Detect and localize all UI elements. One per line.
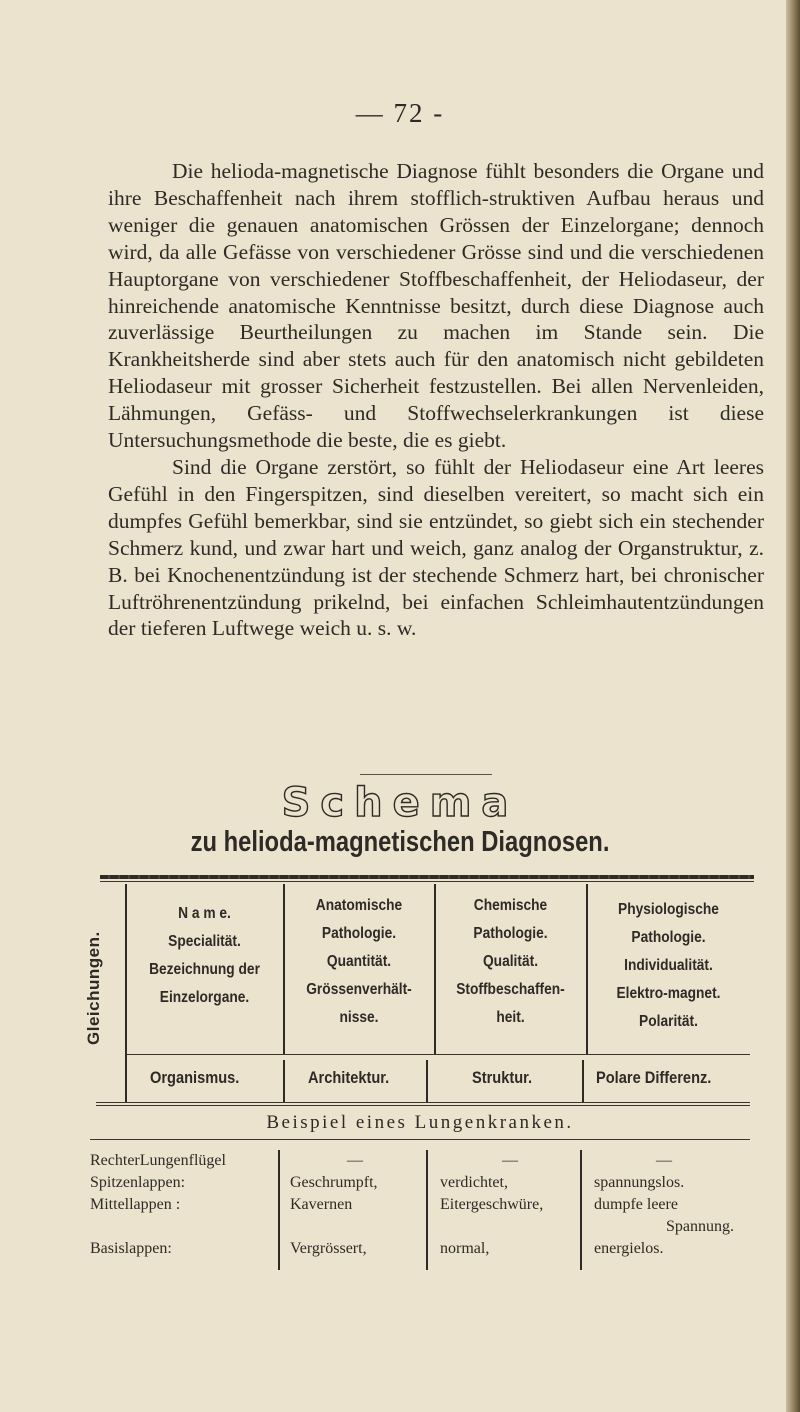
schema-column-chemical: Chemische Pathologie. Qualität. Stoffbeschaffen- heit.	[456, 897, 565, 1026]
paragraph-2: Sind die Organe zerstört, so fühlt der Heliodaseur eine Art leeres Gefühl in den Fingerspitzen, sind dieselben vereitert, so macht sich ein dumpfes Gefühl bemerkbar, sind sie entzündet, so giebt sich ein stechender Schmerz kund, und zwar hart und weich, ganz analog der Organstruktur, z. B. bei Knochenentzündung ist der stechende Schmerz hart, bei chronischer Luftröhrenentzündung prikelnd, bei einfachen Schleimhautentzündungen der tieferen Luftwege weich u. s. w.	[108, 454, 764, 641]
schema-subtitle: zu helioda-magnetischen Diagnosen.	[190, 826, 610, 858]
list-item: Spitzenlappen:	[90, 1174, 186, 1191]
page-number: — 72 -	[355, 98, 445, 128]
column-divider	[283, 884, 285, 1054]
table-top-thin-rule	[100, 881, 754, 882]
side-label-gleichungen: Gleichungen.	[84, 931, 103, 1045]
list-item: —	[502, 1152, 518, 1169]
book-spine-edge	[786, 0, 800, 1412]
example-column-divider	[426, 1150, 428, 1270]
schema-column-physiological: Physiologische Pathologie. Individualität. Elektro-magnet. Polarität.	[616, 901, 721, 1030]
schema-column-anatomical: Anatomische Pathologie. Quantität. Grössenverhält- nisse.	[306, 897, 412, 1026]
table-mid-rule	[126, 1054, 750, 1055]
column-divider	[283, 1060, 285, 1102]
list-item: —	[656, 1152, 672, 1169]
column-divider	[426, 1060, 428, 1102]
list-item: Basislappen:	[90, 1240, 172, 1257]
example-column-organ	[90, 1150, 226, 1260]
list-item: Kavernen	[290, 1196, 353, 1213]
list-item: verdichtet,	[440, 1174, 508, 1191]
list-item: Mittellappen :	[90, 1196, 181, 1213]
column-divider	[582, 1060, 584, 1102]
example-title: Beispiel eines Lungenkranken.	[266, 1112, 574, 1133]
schema-column-name: N a m e. Specialität. Bezeichnung der Einzelorgane.	[149, 905, 260, 1006]
footer-polare-differenz: Polare Differenz.	[596, 1068, 712, 1087]
column-divider	[125, 884, 127, 1102]
list-item: Geschrumpft,	[290, 1174, 378, 1191]
table-bottom-rule	[96, 1102, 750, 1103]
paragraph-1: Die helioda-magnetische Diagnose fühlt besonders die Organe und ihre Beschaffenheit nach ihrem stofflich-struktiven Aufbau heraus und weniger die genauen anatomischen Grössen der Einzelorgane; dennoch wird, da alle Gefässe von verschiedener Grösse sind und die verschiedenen Hauptorgane von verschiedener Stoffbeschaffenheit, der Heliodaseur, der hinreichende anatomische Kenntnisse besitzt, durch diese Diagnose auch zuverlässige Beurtheilungen zu machen im Stande sein. Die Krankheitsherde sind aber stets auch für den anatomisch nicht gebildeten Heliodaseur mit grosser Sicherheit festzustellen. Bei allen Nervenleiden, Lähmungen, Gefäss- und Stoffwechselerkrankungen ist diese Untersuchungsmethode die beste, die es giebt.	[108, 159, 764, 453]
section-divider	[360, 774, 492, 775]
list-item: normal,	[440, 1240, 490, 1257]
example-column-physiological	[594, 1150, 734, 1260]
list-item: Vergrössert,	[290, 1240, 367, 1257]
list-item: Eitergeschwüre,	[440, 1196, 544, 1213]
footer-architektur: Architektur.	[308, 1068, 390, 1087]
footer-organismus: Organismus.	[150, 1068, 240, 1087]
column-divider	[586, 884, 588, 1054]
body-text	[108, 158, 764, 642]
list-item: dumpfe leere	[594, 1196, 678, 1213]
list-item: Spannung.	[666, 1218, 734, 1235]
example-rule	[90, 1139, 750, 1140]
table-bottom-rule-2	[96, 1105, 750, 1106]
example-column-divider	[278, 1150, 280, 1270]
table-top-rule	[100, 875, 754, 879]
list-item: energielos.	[594, 1240, 664, 1257]
schema-title: Schema	[281, 780, 519, 826]
list-item: RechterLungenflügel	[90, 1152, 226, 1169]
example-column-chemical	[440, 1150, 580, 1260]
list-item: —	[347, 1152, 363, 1169]
example-column-divider	[580, 1150, 582, 1270]
list-item: spannungslos.	[594, 1174, 685, 1191]
column-divider	[434, 884, 436, 1054]
example-column-anatomical	[290, 1150, 420, 1260]
footer-struktur: Struktur.	[472, 1068, 533, 1087]
